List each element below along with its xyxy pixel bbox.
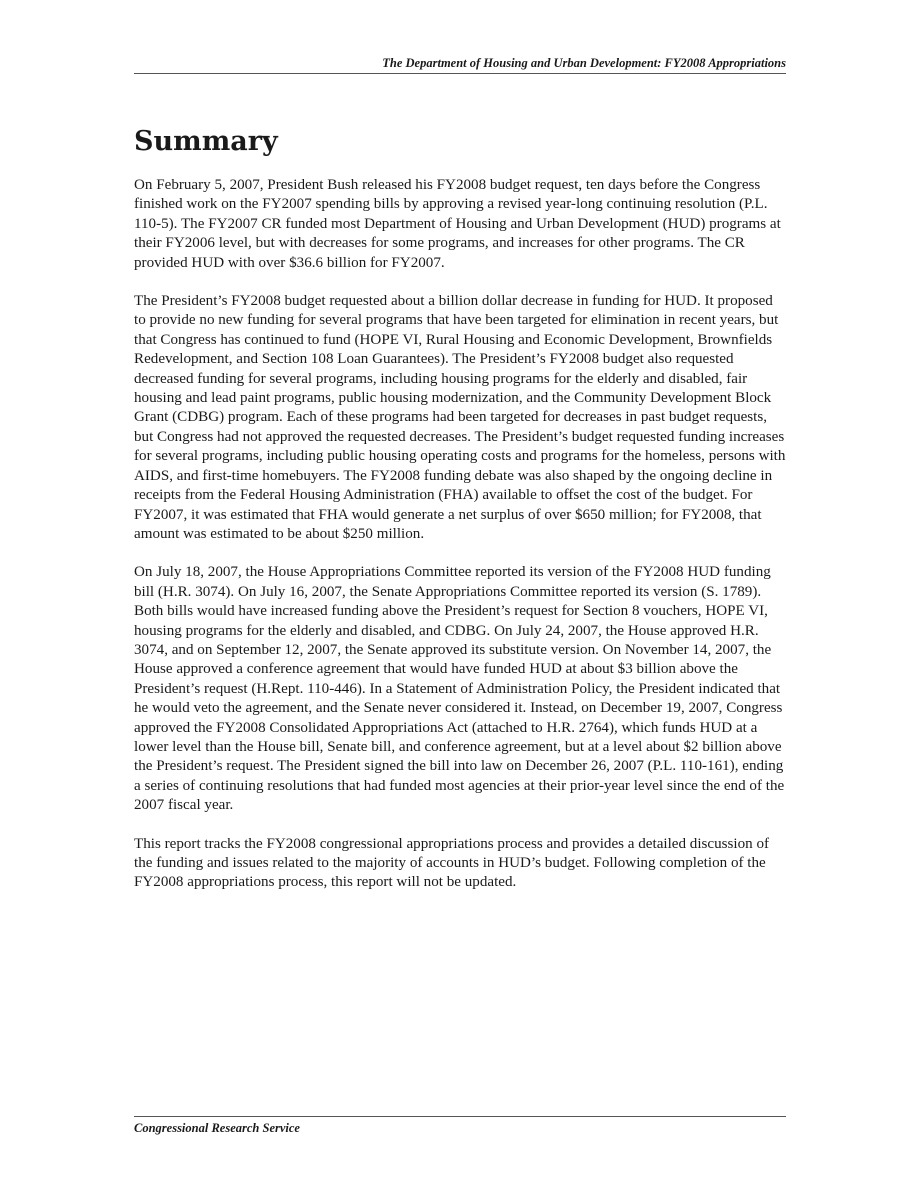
paragraph-2: The President’s FY2008 budget requested about a billion dollar decrease in funding for HUD. It proposed to provide no new funding for several programs that have been targeted for elimination in recent years, but that Congress has continued to fund (HOPE VI, Rural Housing and Economic Development, Brownfields Redevelopment, and Section 108 Loan Guarantees). The President’s FY2008 budget also requested decreased funding for several programs, including housing programs for the elderly and disabled, fair housing and lead paint programs, public housing modernization, and the Community Development Block Grant (CDBG) program. Each of these programs had been targeted for decreases in past budget requests, but Congress had not approved the requested decreases. The President’s budget requested funding increases for several programs, including public housing operating costs and programs for the homeless, persons with AIDS, and first-time homebuyers. The FY2008 funding debate was also shaped by the ongoing decline in receipts from the Federal Housing Administration (FHA) available to offset the cost of the budget. For FY2007, it was estimated that FHA would generate a net surplus of over $650 million; for FY2008, that amount was estimated to be about $250 million. <box>134 293 786 542</box>
footer-rule <box>134 1116 786 1117</box>
paragraph-3: On July 18, 2007, the House Appropriations Committee reported its version of the FY2008 HUD funding bill (H.R. 3074). On July 16, 2007, the Senate Appropriations Committee reported its version (S. 1789). Both bills would have increased funding above the President’s request for Section 8 vouchers, HOPE VI, housing programs for the elderly and disabled, and CDBG. On July 24, 2007, the House approved H.R. 3074, and on September 12, 2007, the Senate approved its substitute version. On November 14, 2007, the House approved a conference agreement that would have funded HUD at about $3 billion above the President’s request (H.Rept. 110-446). In a Statement of Administration Policy, the President indicated that he would veto the agreement, and the Senate never considered it. Instead, on December 19, 2007, Congress approved the FY2008 Consolidated Appropriations Act (attached to H.R. 2764), which funds HUD at a lower level than the House bill, Senate bill, and conference agreement, but at a level about $2 billion above the President’s request. The President signed the bill into law on December 26, 2007 (P.L. 110-161), ending a series of continuing resolutions that had funded most agencies at their prior-year level since the end of the 2007 fiscal year. <box>134 564 785 814</box>
summary-body <box>134 176 786 912</box>
running-header: The Department of Housing and Urban Development: FY2008 Appropriations <box>382 56 786 70</box>
paragraph-1: On February 5, 2007, President Bush released his FY2008 budget request, ten days before the Congress finished work on the FY2007 spending bills by approving a revised year-long continuing resolution (P.L. 110-5). The FY2007 CR funded most Department of Housing and Urban Development (HUD) programs at their FY2006 level, but with decreases for some programs, and increases for other programs. The CR provided HUD with over $36.6 billion for FY2007. <box>134 177 781 271</box>
section-heading: Summary <box>134 126 278 157</box>
header-rule <box>134 73 786 74</box>
running-footer: Congressional Research Service <box>134 1121 300 1135</box>
paragraph-4: This report tracks the FY2008 congressional appropriations process and provides a detailed discussion of the funding and issues related to the majority of accounts in HUD’s budget. Following completion of the FY2008 appropriations process, this report will not be updated. <box>134 835 770 891</box>
